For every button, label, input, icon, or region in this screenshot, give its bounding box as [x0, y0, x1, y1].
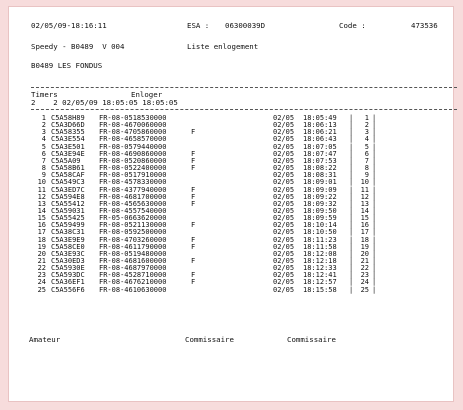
- row-divider: |: [372, 192, 377, 201]
- row-reference: FR-08-4578330000: [99, 178, 167, 187]
- row-divider: |: [349, 285, 354, 294]
- row-reference: FR-08-0520860000: [99, 156, 167, 165]
- row-ring-id: C5A59499: [51, 221, 85, 230]
- row-flag: F: [191, 199, 196, 208]
- row-date: 02/05: [273, 221, 295, 230]
- row-sequence: 6: [364, 149, 369, 158]
- esa-value: 06300039D: [225, 21, 266, 30]
- row-time: 18:07:05: [303, 142, 337, 151]
- row-time: 18:09:50: [303, 206, 337, 215]
- row-divider: |: [372, 206, 377, 215]
- row-sequence: 2: [364, 121, 369, 130]
- row-date: 02/05: [273, 199, 295, 208]
- table-row: [31, 265, 411, 272]
- row-number: 23: [37, 271, 46, 280]
- row-sequence: 23: [360, 271, 369, 280]
- row-time: 18:12:18: [303, 257, 337, 265]
- row-number: 15: [37, 214, 46, 223]
- row-ring-id: C5A59031: [51, 206, 85, 215]
- row-sequence: 25: [360, 285, 369, 294]
- footer-commissaire-2: Commissaire: [287, 335, 336, 344]
- row-time: 18:08:31: [303, 171, 337, 180]
- row-ring-id: C5A58CAF: [51, 171, 85, 180]
- row-divider: |: [372, 271, 377, 280]
- row-divider: |: [372, 214, 377, 223]
- row-divider: |: [349, 171, 354, 180]
- row-sequence: 16: [360, 221, 369, 230]
- row-flag: F: [191, 271, 196, 280]
- row-divider: |: [372, 199, 377, 208]
- row-flag: F: [191, 156, 196, 165]
- row-divider: |: [349, 192, 354, 201]
- row-divider: |: [349, 114, 354, 122]
- row-sequence: 19: [360, 242, 369, 251]
- row-divider: |: [349, 149, 354, 158]
- row-sequence: 1: [364, 114, 369, 122]
- row-number: 18: [37, 235, 46, 244]
- row-divider: |: [372, 242, 377, 251]
- printout-page: [8, 6, 454, 402]
- row-ring-id: C5A55412: [51, 199, 85, 208]
- row-date: 02/05: [273, 235, 295, 244]
- row-divider: |: [372, 135, 377, 144]
- table-row: [31, 237, 411, 244]
- table-row: [31, 272, 411, 279]
- row-divider: |: [372, 114, 377, 122]
- row-reference: FR-08-4611790000: [99, 242, 167, 251]
- middle-separator: [31, 109, 457, 110]
- row-number: 2: [41, 121, 46, 130]
- row-divider: |: [349, 121, 354, 130]
- row-reference: FR-08-0517910000: [99, 171, 167, 180]
- row-divider: |: [372, 185, 377, 194]
- row-ring-id: C5A5A09: [51, 156, 81, 165]
- row-number: 25: [37, 285, 46, 294]
- row-time: 18:07:53: [303, 156, 337, 165]
- row-reference: FR-08-4670060000: [99, 121, 167, 130]
- row-number: 24: [37, 278, 46, 287]
- row-date: 02/05: [273, 278, 295, 287]
- row-reference: FR-08-0519480000: [99, 249, 167, 258]
- row-date: 02/05: [273, 185, 295, 194]
- row-divider: |: [349, 185, 354, 194]
- row-flag: F: [191, 235, 196, 244]
- row-date: 02/05: [273, 264, 295, 273]
- table-row: [31, 151, 411, 158]
- table-row: [31, 144, 411, 151]
- row-number: 10: [37, 178, 46, 187]
- row-time: 18:09:22: [303, 192, 337, 201]
- row-date: 02/05: [273, 114, 295, 122]
- table-row: [31, 279, 411, 286]
- code-value: 473536: [411, 21, 438, 30]
- row-reference: FR-08-4703260000: [99, 235, 167, 244]
- row-date: 02/05: [273, 257, 295, 265]
- row-divider: |: [349, 206, 354, 215]
- row-reference: FR-08-4377940000: [99, 185, 167, 194]
- row-time: 18:11:58: [303, 242, 337, 251]
- row-sequence: 18: [360, 235, 369, 244]
- table-row: [31, 129, 411, 136]
- row-divider: |: [349, 257, 354, 265]
- table-row: [31, 172, 411, 179]
- row-reference: FR-08-4705860000: [99, 128, 167, 137]
- row-reference: FR-08-0518530000: [99, 114, 167, 122]
- row-number: 5: [41, 142, 46, 151]
- row-date: 02/05: [273, 249, 295, 258]
- row-ring-id: C5A30ED3: [51, 257, 85, 265]
- row-sequence: 11: [360, 185, 369, 194]
- row-ring-id: C5A5930E: [51, 264, 85, 273]
- row-divider: |: [349, 264, 354, 273]
- row-divider: |: [372, 121, 377, 130]
- row-sequence: 21: [360, 257, 369, 265]
- row-ring-id: C5A38C31: [51, 228, 85, 237]
- row-divider: |: [349, 271, 354, 280]
- row-time: 18:10:50: [303, 228, 337, 237]
- row-flag: F: [191, 242, 196, 251]
- row-reference: FR-08-4681700000: [99, 192, 167, 201]
- row-divider: |: [349, 249, 354, 258]
- speedy-line: Speedy - B0489 V 004: [31, 42, 125, 51]
- row-sequence: 20: [360, 249, 369, 258]
- row-number: 17: [37, 228, 46, 237]
- row-date: 02/05: [273, 164, 295, 173]
- row-date: 02/05: [273, 135, 295, 144]
- row-number: 7: [41, 156, 46, 165]
- row-number: 14: [37, 206, 46, 215]
- row-number: 13: [37, 199, 46, 208]
- row-number: 4: [41, 135, 46, 144]
- row-ring-id: C5A3E93C: [51, 249, 85, 258]
- row-ring-id: C5A58CE0: [51, 242, 85, 251]
- row-time: 18:07:47: [303, 149, 337, 158]
- row-flag: F: [191, 128, 196, 137]
- row-number: 21: [37, 257, 46, 265]
- footer-commissaire-1: Commissaire: [185, 335, 234, 344]
- row-reference: FR-05-0663620000: [99, 214, 167, 223]
- row-reference: FR-08-0592500000: [99, 228, 167, 237]
- row-date: 02/05: [273, 242, 295, 251]
- summary-values: 2 2 02/05/09 18:05:05 18:05:05: [31, 98, 178, 107]
- row-divider: |: [372, 228, 377, 237]
- row-number: 22: [37, 264, 46, 273]
- row-number: 19: [37, 242, 46, 251]
- row-time: 18:05:49: [303, 114, 337, 122]
- row-sequence: 8: [364, 164, 369, 173]
- row-flag: F: [191, 221, 196, 230]
- row-time: 18:09:09: [303, 185, 337, 194]
- row-number: 11: [37, 185, 46, 194]
- row-time: 18:06:21: [303, 128, 337, 137]
- row-time: 18:09:59: [303, 214, 337, 223]
- row-flag: F: [191, 164, 196, 173]
- table-row: [31, 158, 411, 165]
- row-divider: |: [372, 142, 377, 151]
- row-divider: |: [372, 171, 377, 180]
- row-ring-id: C5A58B61: [51, 164, 85, 173]
- esa-label: ESA :: [187, 21, 210, 30]
- row-ring-id: C5A556F6: [51, 285, 85, 294]
- row-flag: F: [191, 185, 196, 194]
- row-divider: |: [349, 242, 354, 251]
- row-time: 18:08:22: [303, 164, 337, 173]
- table-row: [31, 122, 411, 129]
- row-divider: |: [372, 178, 377, 187]
- row-divider: |: [372, 249, 377, 258]
- row-ring-id: C5A594E8: [51, 192, 85, 201]
- row-number: 12: [37, 192, 46, 201]
- row-ring-id: C5A3E9E9: [51, 235, 85, 244]
- row-ring-id: C5A549C3: [51, 178, 85, 187]
- row-divider: |: [349, 221, 354, 230]
- row-reference: FR-08-4690860000: [99, 149, 167, 158]
- row-ring-id: C5A3E554: [51, 135, 85, 144]
- report-title: Liste enlogement: [187, 42, 259, 51]
- table-row: [31, 258, 411, 265]
- row-reference: FR-08-4676210000: [99, 278, 167, 287]
- row-sequence: 5: [364, 142, 369, 151]
- row-divider: |: [349, 278, 354, 287]
- row-sequence: 12: [360, 192, 369, 201]
- row-sequence: 17: [360, 228, 369, 237]
- row-divider: |: [372, 149, 377, 158]
- row-divider: |: [372, 235, 377, 244]
- table-row: [31, 187, 411, 194]
- row-ring-id: C5A3E94E: [51, 149, 85, 158]
- row-divider: |: [349, 228, 354, 237]
- code-label: Code :: [339, 21, 366, 30]
- print-datetime: 02/05/09-18:16:11: [31, 21, 107, 30]
- row-time: 18:06:43: [303, 135, 337, 144]
- row-divider: |: [349, 164, 354, 173]
- row-flag: F: [191, 192, 196, 201]
- row-date: 02/05: [273, 228, 295, 237]
- row-reference: FR-08-4681600000: [99, 257, 167, 265]
- summary-col-timers: Timers: [31, 90, 58, 99]
- table-row: [31, 179, 411, 186]
- row-date: 02/05: [273, 121, 295, 130]
- table-row: [31, 215, 411, 222]
- row-date: 02/05: [273, 149, 295, 158]
- table-row: [31, 251, 411, 258]
- row-divider: |: [372, 156, 377, 165]
- row-number: 20: [37, 249, 46, 258]
- row-sequence: 7: [364, 156, 369, 165]
- table-row: [31, 229, 411, 236]
- summary-col-enloger: Enloger: [131, 90, 163, 99]
- row-sequence: 9: [364, 171, 369, 180]
- row-sequence: 22: [360, 264, 369, 273]
- table-row: [31, 115, 411, 122]
- row-ring-id: C5A3D66D: [51, 121, 85, 130]
- row-number: 16: [37, 221, 46, 230]
- row-divider: |: [372, 164, 377, 173]
- row-flag: F: [191, 149, 196, 158]
- table-row: [31, 194, 411, 201]
- row-divider: |: [372, 128, 377, 137]
- row-reference: FR-08-0522400000: [99, 164, 167, 173]
- row-divider: |: [349, 199, 354, 208]
- row-reference: FR-08-0579440000: [99, 142, 167, 151]
- footer-amateur: Amateur: [29, 335, 61, 344]
- row-ring-id: C5A593DC: [51, 271, 85, 280]
- row-divider: |: [372, 264, 377, 273]
- row-divider: |: [349, 142, 354, 151]
- row-reference: FR-08-0521130000: [99, 221, 167, 230]
- row-date: 02/05: [273, 271, 295, 280]
- row-date: 02/05: [273, 214, 295, 223]
- row-date: 02/05: [273, 178, 295, 187]
- row-date: 02/05: [273, 206, 295, 215]
- row-time: 18:12:57: [303, 278, 337, 287]
- table-row: [31, 201, 411, 208]
- row-divider: |: [349, 178, 354, 187]
- row-sequence: 10: [360, 178, 369, 187]
- row-time: 18:12:41: [303, 271, 337, 280]
- row-time: 18:12:33: [303, 264, 337, 273]
- table-row: [31, 208, 411, 215]
- row-reference: FR-08-4687970000: [99, 264, 167, 273]
- row-divider: |: [372, 285, 377, 294]
- row-sequence: 13: [360, 199, 369, 208]
- row-divider: |: [349, 235, 354, 244]
- table-row: [31, 287, 411, 294]
- row-sequence: 4: [364, 135, 369, 144]
- row-sequence: 14: [360, 206, 369, 215]
- row-number: 9: [41, 171, 46, 180]
- row-reference: FR-08-4610630000: [99, 285, 167, 294]
- row-time: 18:11:23: [303, 235, 337, 244]
- row-date: 02/05: [273, 285, 295, 294]
- row-sequence: 24: [360, 278, 369, 287]
- table-row: [31, 244, 411, 251]
- row-flag: F: [191, 278, 196, 287]
- row-divider: |: [349, 156, 354, 165]
- row-sequence: 15: [360, 214, 369, 223]
- row-divider: |: [349, 128, 354, 137]
- row-ring-id: C5A3ED7C: [51, 185, 85, 194]
- row-sequence: 3: [364, 128, 369, 137]
- row-reference: FR-08-4528710000: [99, 271, 167, 280]
- row-date: 02/05: [273, 142, 295, 151]
- table-row: [31, 165, 411, 172]
- row-time: 18:15:58: [303, 285, 337, 294]
- row-number: 8: [41, 164, 46, 173]
- row-divider: |: [372, 278, 377, 287]
- row-divider: |: [372, 221, 377, 230]
- row-date: 02/05: [273, 192, 295, 201]
- row-date: 02/05: [273, 156, 295, 165]
- row-divider: |: [349, 135, 354, 144]
- row-time: 18:09:01: [303, 178, 337, 187]
- top-separator: [31, 87, 457, 88]
- row-ring-id: C5A58355: [51, 128, 85, 137]
- row-number: 3: [41, 128, 46, 137]
- row-time: 18:06:13: [303, 121, 337, 130]
- row-ring-id: C5A58H89: [51, 114, 85, 122]
- row-date: 02/05: [273, 128, 295, 137]
- row-flag: F: [191, 257, 196, 265]
- row-number: 1: [41, 114, 46, 122]
- row-reference: FR-08-4557540000: [99, 206, 167, 215]
- row-reference: FR-08-4565630000: [99, 199, 167, 208]
- row-ring-id: C5A36EF1: [51, 278, 85, 287]
- table-row: [31, 222, 411, 229]
- row-time: 18:10:14: [303, 221, 337, 230]
- row-ring-id: C5A55425: [51, 214, 85, 223]
- club-subtitle: B0489 LES FONDUS: [31, 61, 103, 70]
- row-date: 02/05: [273, 171, 295, 180]
- row-number: 6: [41, 149, 46, 158]
- row-divider: |: [349, 214, 354, 223]
- row-time: 18:09:32: [303, 199, 337, 208]
- row-ring-id: C5A3E501: [51, 142, 85, 151]
- row-divider: |: [372, 257, 377, 265]
- table-row: [31, 136, 411, 143]
- row-time: 18:12:08: [303, 249, 337, 258]
- row-reference: FR-08-4658570000: [99, 135, 167, 144]
